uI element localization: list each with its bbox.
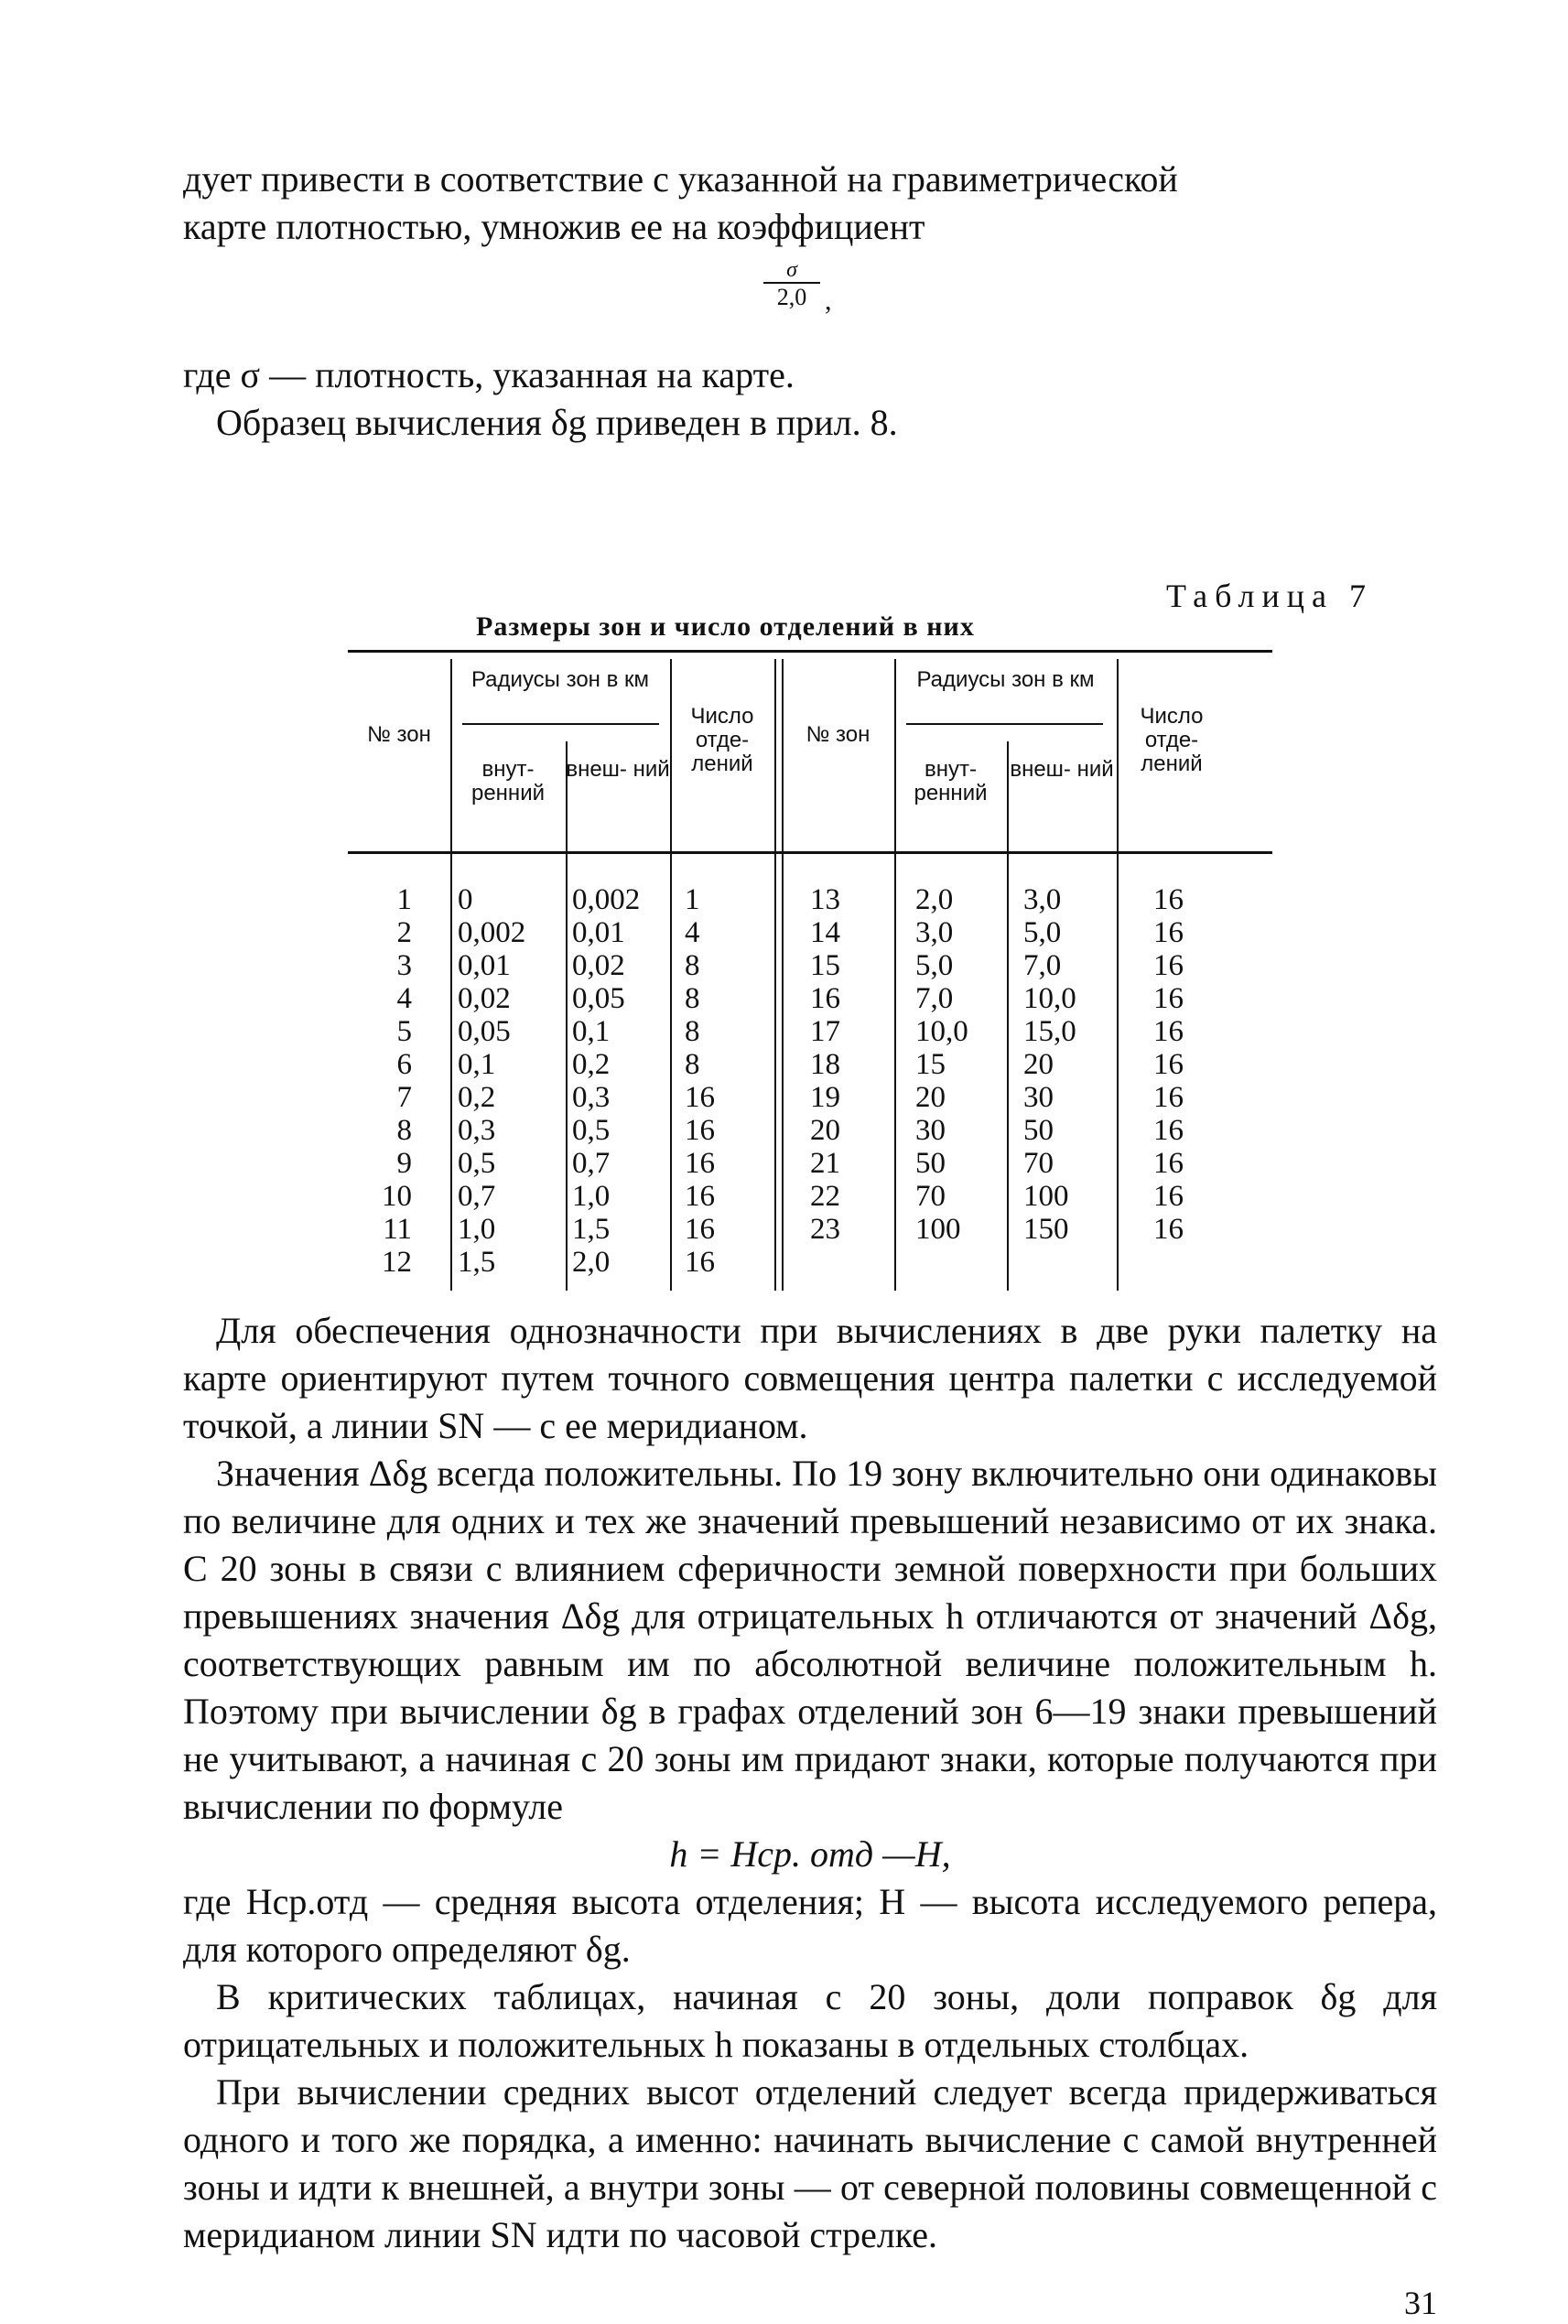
table-cell: 30	[1023, 1081, 1054, 1114]
coefficient-fraction	[737, 258, 847, 316]
header-radii: Радиусы зон в км	[470, 667, 650, 692]
formula: h = Hср. отд —H,	[669, 1833, 951, 1875]
table-cell: 16	[1153, 949, 1184, 982]
table-cell: 18	[810, 1048, 840, 1081]
table-cell: 15	[810, 949, 840, 982]
table-cell: 14	[810, 916, 840, 949]
table-cell: 20	[915, 1081, 946, 1114]
header-count: Число отде- лений	[690, 704, 754, 776]
table-cell: 8	[685, 1048, 700, 1081]
intro-line-2: карте плотностью, умножив ее на коэффициент	[183, 206, 925, 247]
table-cell: 0,7	[458, 1180, 496, 1213]
table-cell: 23	[810, 1213, 840, 1246]
table-cell: 16	[1153, 1213, 1184, 1246]
table-cell: 7,0	[915, 982, 954, 1015]
table-cell: 8	[396, 1114, 412, 1147]
table-cell: 0,05	[458, 1015, 511, 1048]
fraction-numerator: σ	[786, 258, 797, 282]
inner-left	[458, 883, 525, 1279]
table-cell: 5	[396, 1015, 412, 1048]
table-cell: 2,0	[915, 883, 954, 916]
radii-rule-left	[462, 723, 659, 725]
table-cell: 10,0	[915, 1015, 968, 1048]
table-cell: 3,0	[915, 916, 954, 949]
table-cell: 16	[1153, 1147, 1184, 1180]
table-cell: 5,0	[1023, 916, 1062, 949]
table-cell: 0,2	[572, 1048, 611, 1081]
table-cell: 0,1	[572, 1015, 611, 1048]
document-page	[183, 156, 1437, 2321]
body-text	[183, 1307, 1437, 2259]
table-label: Таблица 7	[1166, 578, 1373, 614]
paragraph-orientation: Для обеспечения однозначности при вычислениях в две руки палетку на карте ориентируют путем точного совмещения центра палетки с исследуемой точкой, а линии SN — с ее меридианом.	[183, 1310, 1437, 1446]
table-cell: 19	[810, 1081, 840, 1114]
table-cell: 11	[383, 1213, 412, 1246]
table-cell: 0,3	[458, 1114, 496, 1147]
table-top-rule	[348, 650, 1272, 653]
table-cell: 0,5	[458, 1147, 496, 1180]
page-number: 31	[1404, 2285, 1437, 2321]
table-cell: 8	[685, 982, 700, 1015]
table-cell: 9	[396, 1147, 412, 1180]
table-cell: 0,002	[458, 916, 526, 949]
header-inner-right: внут- ренний	[914, 757, 988, 805]
table-cell: 2	[396, 916, 412, 949]
zones-left	[357, 883, 412, 1279]
col-divider	[782, 659, 784, 1291]
table-cell: 7,0	[1023, 949, 1062, 982]
table-cell: 15,0	[1023, 1015, 1076, 1048]
outer-left	[572, 883, 640, 1279]
table-cell: 100	[915, 1213, 961, 1246]
count-right	[1153, 883, 1184, 1246]
table-cell: 3,0	[1023, 883, 1062, 916]
table-cell: 30	[915, 1114, 946, 1147]
table-cell: 17	[810, 1015, 840, 1048]
table-cell: 15	[915, 1048, 946, 1081]
zones-right	[810, 883, 840, 1246]
table-cell: 70	[915, 1180, 946, 1213]
table-title: Размеры зон и число отделений в них	[476, 611, 975, 642]
table-cell: 1,5	[458, 1246, 496, 1279]
table-cell: 20	[1023, 1048, 1054, 1081]
table-cell: 1	[396, 883, 412, 916]
table-cell: 0,01	[458, 949, 511, 982]
fraction-denominator: 2,0	[776, 284, 807, 310]
inner-right	[915, 883, 968, 1246]
table-cell: 16	[685, 1180, 715, 1213]
table-cell: 21	[810, 1147, 840, 1180]
header-outer: внеш- ний	[566, 757, 670, 782]
paragraph-critical-tables: В критических таблицах, начиная с 20 зоны, доли поправок δg для отрицательных и положительных h показаны в отдельных столбцах.	[183, 1976, 1437, 2065]
col-divider	[1007, 741, 1009, 1291]
header-radii-right: Радиусы зон в км	[916, 667, 1095, 692]
paragraph-formula-definition: где Hср.отд — средняя высота отделения; H — высота исследуемого репера, для которого определяют δg.	[183, 1881, 1437, 1970]
table-cell: 0,002	[572, 883, 641, 916]
table-cell: 16	[810, 982, 840, 1015]
table-cell: 0,05	[572, 982, 625, 1015]
table-cell: 16	[685, 1081, 715, 1114]
col-divider	[566, 741, 568, 1291]
table-cell: 12	[382, 1246, 412, 1279]
header-count-right: Число отде- лений	[1140, 704, 1204, 776]
table-cell: 16	[685, 1114, 715, 1147]
table-cell: 150	[1023, 1213, 1069, 1246]
table-cell: 50	[915, 1147, 946, 1180]
zones-table	[348, 650, 1272, 1295]
table-cell: 0,02	[572, 949, 625, 982]
col-divider	[894, 659, 896, 1291]
table-cell: 4	[396, 982, 412, 1015]
table-cell: 16	[685, 1246, 715, 1279]
sample-reference: Образец вычисления δg приведен в прил. 8.	[216, 402, 898, 443]
table-cell: 16	[1153, 1048, 1184, 1081]
paragraph-order: При вычислении средних высот отделений следует всегда придерживаться одного и того же порядка, а именно: начинать вычисление с самой внутренней зоны и идти к внешней, а внутри зоны — от северной половины совмещенной с меридианом линии SN идти по часовой стрелке.	[183, 2071, 1437, 2255]
table-cell: 3	[396, 949, 412, 982]
table-cell: 16	[1153, 1081, 1184, 1114]
table-cell: 1,5	[572, 1213, 611, 1246]
table-cell: 16	[1153, 1015, 1184, 1048]
table-cell: 100	[1023, 1180, 1069, 1213]
radii-rule-right	[906, 723, 1103, 725]
table-cell: 16	[1153, 982, 1184, 1015]
table-cell: 5,0	[915, 949, 954, 982]
fraction-comma: ,	[825, 286, 832, 316]
table-cell: 1,0	[572, 1180, 611, 1213]
table-cell: 16	[685, 1147, 715, 1180]
count-left	[685, 883, 715, 1279]
table-cell: 7	[396, 1081, 412, 1114]
table-cell: 0,1	[458, 1048, 496, 1081]
header-inner: внут- ренний	[470, 757, 545, 805]
table-cell: 8	[685, 1015, 700, 1048]
header-zone-no-right: № зон	[806, 722, 871, 747]
table-cell: 0	[458, 883, 473, 916]
table-cell: 0,2	[458, 1081, 496, 1114]
table-cell: 16	[685, 1213, 715, 1246]
table-cell: 0,5	[572, 1114, 611, 1147]
table-cell: 0,01	[572, 916, 625, 949]
table-cell: 0,3	[572, 1081, 611, 1114]
table-cell: 22	[810, 1180, 840, 1213]
table-header-rule	[348, 851, 1272, 854]
table-cell: 0,7	[572, 1147, 611, 1180]
table-cell: 6	[396, 1048, 412, 1081]
table-cell: 20	[810, 1114, 840, 1147]
paragraph-corrections: Значения Δδg всегда положительны. По 19 зону включительно они одинаковы по величине для одних и тех же значений превышений независимо от их знака. С 20 зоны в связи с влиянием сферичности земной поверхности при больших превышениях значения Δδg для отрицательных h отличаются от значений Δδg, соответствующих равным им по абсолютной величине положительным h. Поэтому при вычислении δg в графах отделений зон 6—19 знаки превышений не учитывают, а начиная с 20 зоны им придают знаки, которые получаются при вычислении по формуле	[183, 1453, 1437, 1827]
table-cell: 70	[1023, 1147, 1054, 1180]
table-cell: 50	[1023, 1114, 1054, 1147]
col-divider	[774, 659, 776, 1291]
table-cell: 16	[1153, 916, 1184, 949]
sigma-definition: где σ — плотность, указанная на карте.	[183, 354, 795, 395]
table-cell: 10,0	[1023, 982, 1076, 1015]
table-cell: 1	[685, 883, 700, 916]
col-divider	[450, 659, 452, 1291]
header-outer-right: внеш- ний	[1010, 757, 1114, 782]
header-zone-no: № зон	[367, 722, 431, 747]
table-cell: 0,02	[458, 982, 511, 1015]
table-cell: 16	[1153, 1114, 1184, 1147]
table-cell: 2,0	[572, 1246, 611, 1279]
intro-line-1: дует привести в соответствие с указанной на гравиметрической	[183, 158, 1178, 200]
table-cell: 8	[685, 949, 700, 982]
table-cell: 13	[810, 883, 840, 916]
table-cell: 16	[1153, 883, 1184, 916]
table-cell: 1,0	[458, 1213, 496, 1246]
outer-right	[1023, 883, 1076, 1246]
table-cell: 4	[685, 916, 700, 949]
table-cell: 16	[1153, 1180, 1184, 1213]
table-cell: 10	[382, 1180, 412, 1213]
